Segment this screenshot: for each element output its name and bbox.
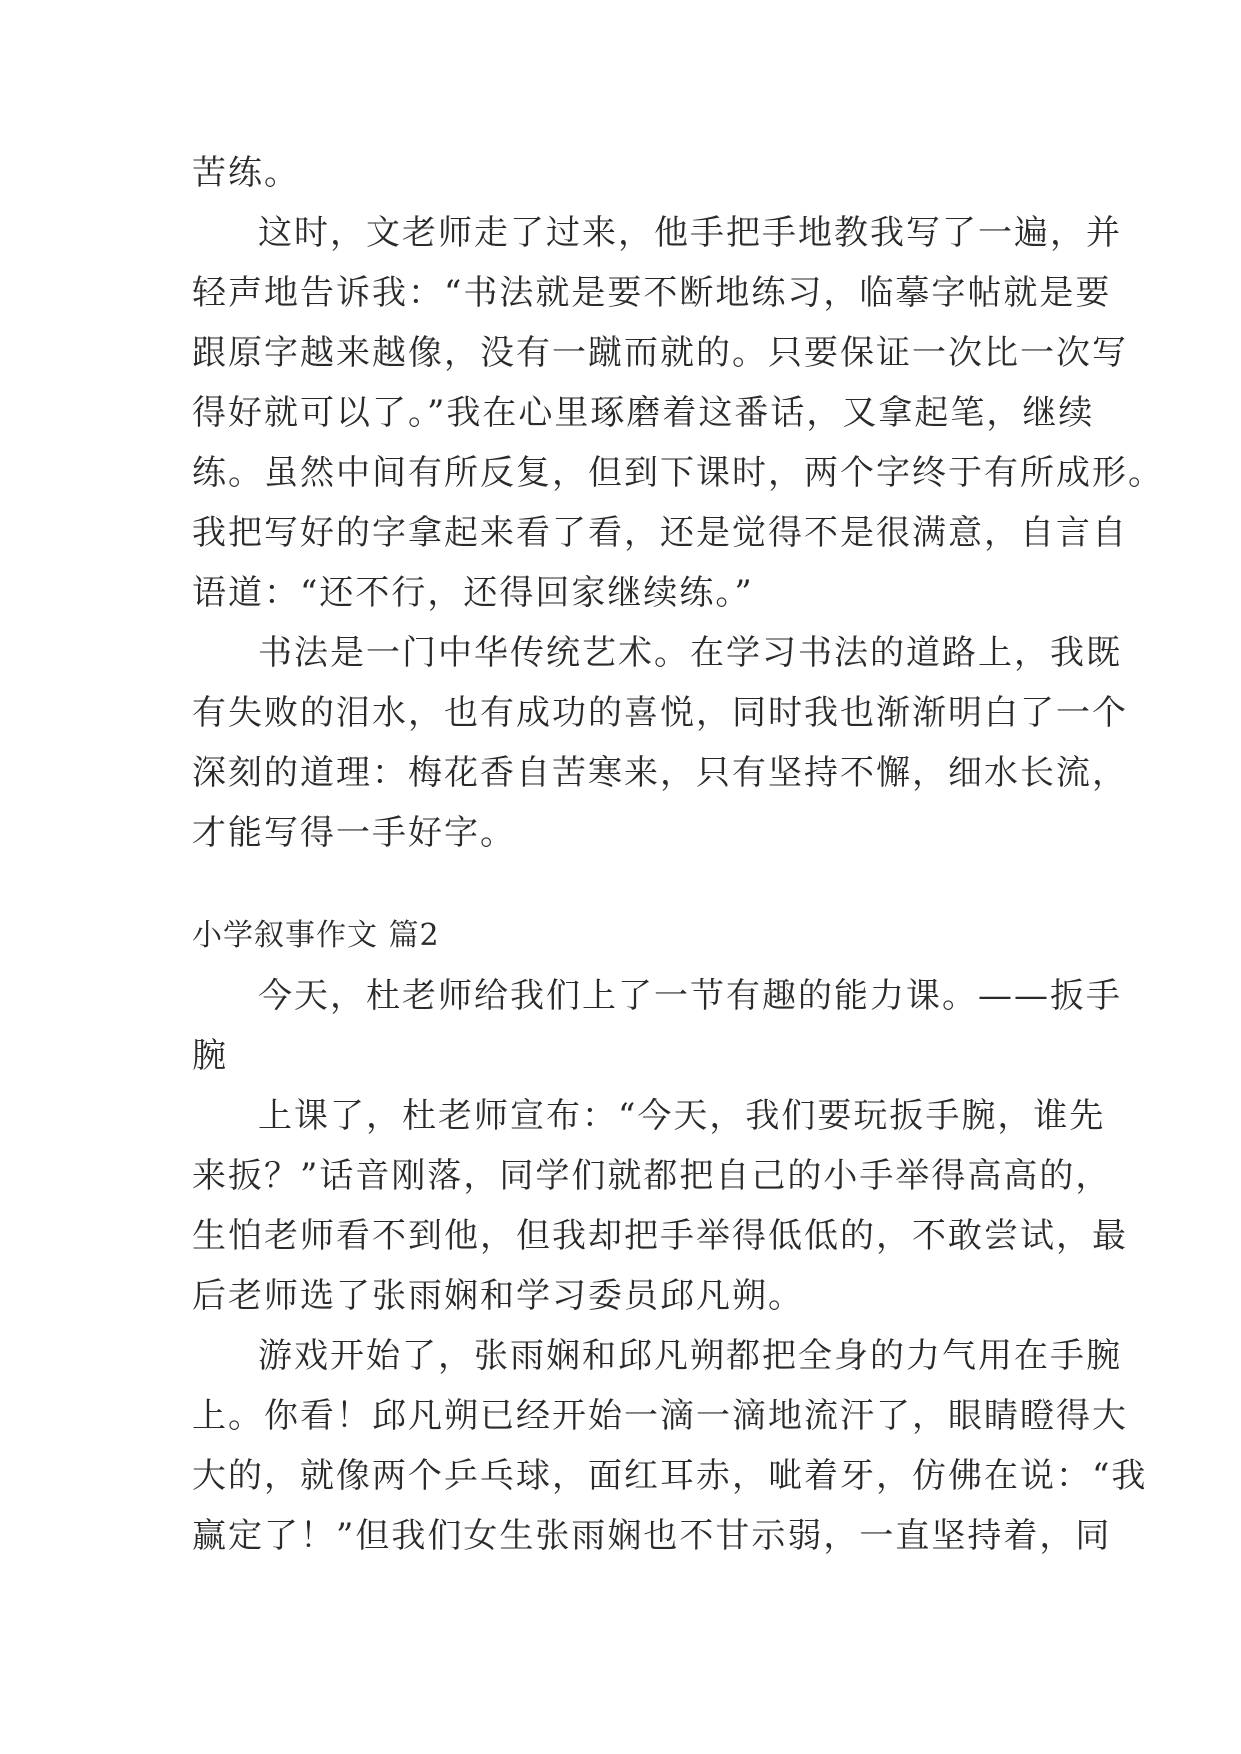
text-line: 语道：“还不行，还得回家继续练。”: [192, 573, 754, 613]
text-line: 生怕老师看不到他，但我却把手举得低低的，不敢尝试，最: [192, 1216, 1128, 1256]
text-line: 后老师选了张雨娴和学习委员邱凡朔。: [192, 1276, 804, 1316]
text-line: 跟原字越来越像，没有一蹴而就的。只要保证一次比一次写: [192, 333, 1128, 373]
text-line: 来扳？”话音刚落，同学们就都把自己的小手举得高高的，: [192, 1156, 1112, 1196]
text-line: 得好就可以了。”我在心里琢磨着这番话，又拿起笔，继续: [192, 393, 1095, 433]
text-line: 练。虽然中间有所反复，但到下课时，两个字终于有所成形。: [192, 453, 1164, 493]
text-line: 这时，文老师走了过来，他手把手地教我写了一遍，并: [258, 213, 1122, 253]
text-line: 游戏开始了，张雨娴和邱凡朔都把全身的力气用在手腕: [258, 1336, 1122, 1376]
text-line: 有失败的泪水，也有成功的喜悦，同时我也渐渐明白了一个: [192, 693, 1128, 733]
text-line: 深刻的道理：梅花香自苦寒来，只有坚持不懈，细水长流，: [192, 753, 1128, 793]
text-line: 赢定了！”但我们女生张雨娴也不甘示弱，一直坚持着，同: [192, 1516, 1112, 1556]
text-line: 轻声地告诉我：“书法就是要不断地练习，临摹字帖就是要: [192, 273, 1112, 313]
text-line: 上。你看！邱凡朔已经开始一滴一滴地流汗了，眼睛瞪得大: [192, 1396, 1128, 1436]
text-line: 我把写好的字拿起来看了看，还是觉得不是很满意，自言自: [192, 513, 1128, 553]
section-1-text: [192, 143, 1164, 863]
text-line: 今天，杜老师给我们上了一节有趣的能力课。——扳手: [258, 976, 1122, 1016]
text-line: 上课了，杜老师宣布：“今天，我们要玩扳手腕，谁先: [258, 1096, 1106, 1136]
text-line: 腕: [192, 1036, 228, 1076]
text-line: 苦练。: [192, 153, 300, 193]
section-heading: 小学叙事作文 篇2: [192, 918, 440, 953]
text-line: 才能写得一手好字。: [192, 813, 516, 853]
section-2-heading: [192, 906, 1052, 966]
text-line: 书法是一门中华传统艺术。在学习书法的道路上，我既: [258, 633, 1122, 673]
section-2-text: [192, 966, 1148, 1566]
text-line: 大的，就像两个乒乓球，面红耳赤，呲着牙，仿佛在说：“我: [192, 1456, 1148, 1496]
